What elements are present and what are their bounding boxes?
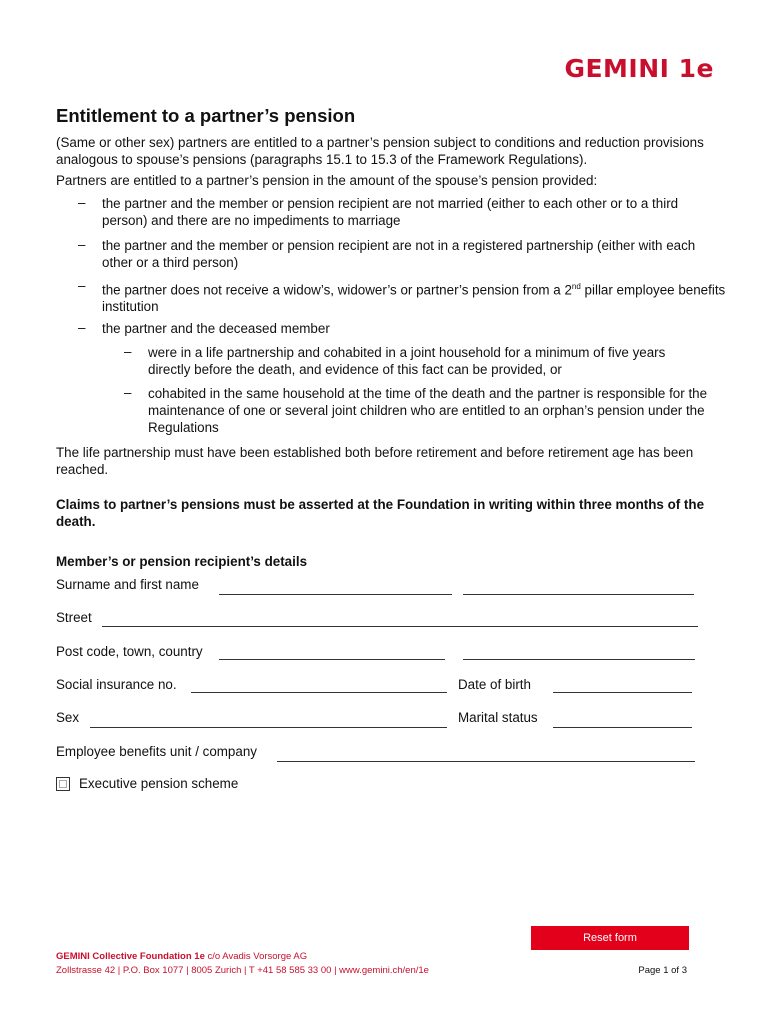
condition-item: the partner and the member or pension recipient are not married (either to each other or to a third person) and there are no impediments to marriage bbox=[102, 196, 679, 228]
postcode-town-field[interactable] bbox=[219, 659, 445, 660]
list-dash: – bbox=[78, 195, 86, 210]
footer-org-name: GEMINI Collective Foundation 1e bbox=[56, 951, 205, 962]
gemini-logo: GEMINI 1e bbox=[564, 54, 714, 83]
condition-item: the partner and the member or pension recipient are not in a registered partnership (either with each other or a third person) bbox=[102, 238, 696, 270]
list-dash: – bbox=[78, 237, 86, 252]
sex-label: Sex bbox=[56, 710, 80, 725]
employee-benefits-label: Employee benefits unit / company bbox=[56, 744, 257, 759]
reset-form-button[interactable]: Reset form bbox=[531, 926, 689, 950]
condition-item bbox=[102, 278, 727, 315]
condition-item: the partner and the deceased member bbox=[102, 321, 330, 336]
condition-text: the partner does not receive a widow’s, widower’s or partner’s pension from a 2 bbox=[102, 282, 572, 298]
surname-field[interactable] bbox=[219, 594, 452, 595]
date-of-birth-field[interactable] bbox=[553, 692, 692, 693]
country-field[interactable] bbox=[463, 659, 695, 660]
subcondition-item: cohabited in the same household at the time of the death and the partner is responsible for the maintenance of one or several joint children who are entitled to an orphan’s pension under the Regulations bbox=[148, 386, 708, 435]
footer-org-care-of: c/o Avadis Vorsorge AG bbox=[204, 951, 308, 962]
postcode-label: Post code, town, country bbox=[56, 644, 203, 659]
claims-notice: Claims to partner’s pensions must be asserted at the Foundation in writing within three months of the death. bbox=[56, 497, 705, 529]
sex-field[interactable] bbox=[90, 727, 447, 728]
list-dash: – bbox=[124, 344, 132, 359]
ordinal-suffix: nd bbox=[571, 282, 581, 291]
intro-paragraph-2: Partners are entitled to a partner’s pension in the amount of the spouse’s pension provided: bbox=[56, 173, 598, 188]
executive-pension-checkbox[interactable] bbox=[56, 777, 70, 791]
marital-status-label: Marital status bbox=[458, 710, 538, 725]
intro-paragraph: (Same or other sex) partners are entitled to a partner’s pension subject to conditions and reduction provisions analogous to spouse’s pensions (paragraphs 15.1 to 15.3 of the Framework Regulations). bbox=[56, 135, 704, 167]
surname-label: Surname and first name bbox=[56, 577, 199, 592]
list-dash: – bbox=[78, 278, 86, 293]
page-number: Page 1 of 3 bbox=[638, 965, 687, 976]
employee-benefits-field[interactable] bbox=[277, 761, 695, 762]
condition-text: pillar employee benefits institution bbox=[102, 282, 726, 315]
street-field[interactable] bbox=[102, 626, 698, 627]
social-insurance-field[interactable] bbox=[191, 692, 447, 693]
page-title: Entitlement to a partner’s pension bbox=[56, 105, 356, 126]
street-label: Street bbox=[56, 610, 92, 625]
date-of-birth-label: Date of birth bbox=[458, 677, 531, 692]
life-partnership-paragraph: The life partnership must have been established both before retirement and before retirement age has been reached. bbox=[56, 445, 694, 477]
first-name-field[interactable] bbox=[463, 594, 694, 595]
list-dash: – bbox=[78, 320, 86, 335]
footer-organization bbox=[56, 951, 307, 962]
list-dash: – bbox=[124, 385, 132, 400]
subcondition-item: were in a life partnership and cohabited in a joint household for a minimum of five years directly before the death, and evidence of this fact can be provided, or bbox=[148, 345, 666, 377]
marital-status-field[interactable] bbox=[553, 727, 692, 728]
executive-pension-label: Executive pension scheme bbox=[79, 776, 239, 791]
section-title: Member’s or pension recipient’s details bbox=[56, 554, 308, 569]
footer-address: Zollstrasse 42 | P.O. Box 1077 | 8005 Zurich | T +41 58 585 33 00 | www.gemini.ch/en/1e bbox=[56, 965, 429, 976]
social-insurance-label: Social insurance no. bbox=[56, 677, 177, 692]
